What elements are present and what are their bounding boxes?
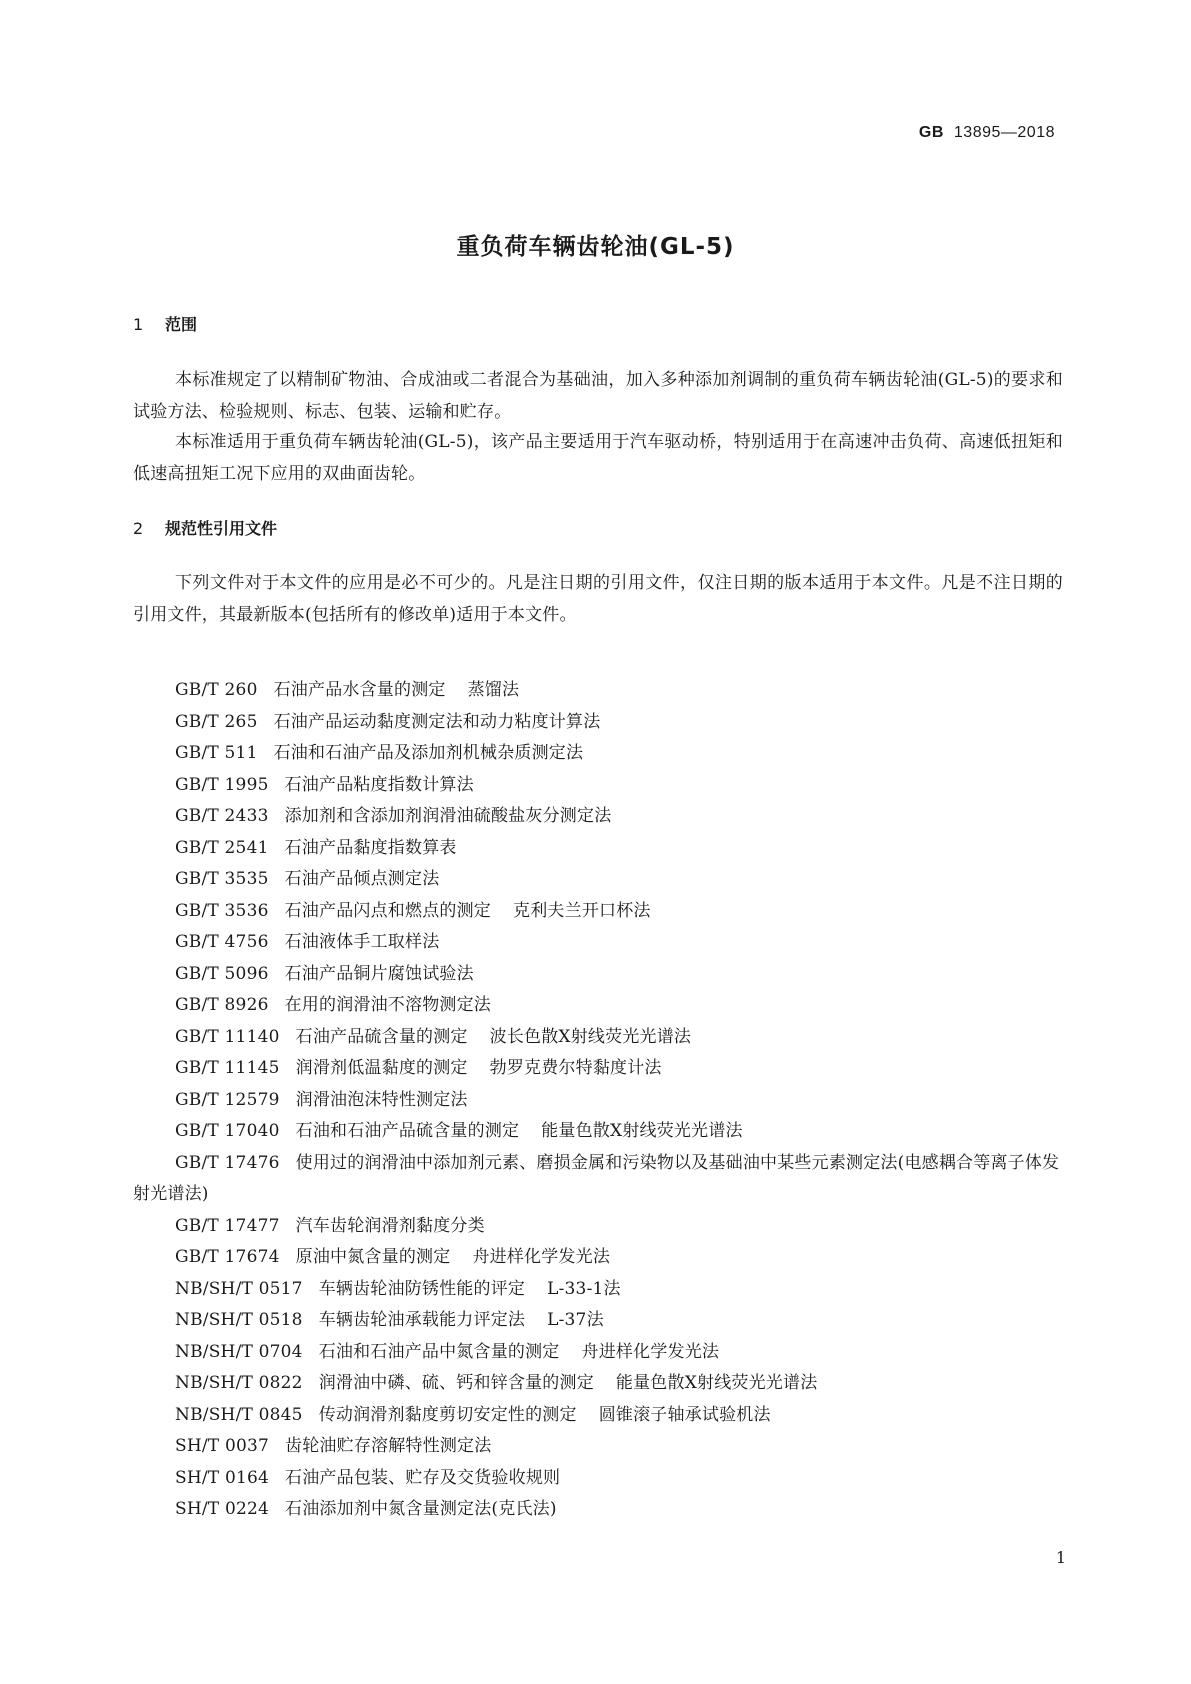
reference-code: NB/SH/T 0822 xyxy=(175,1373,303,1393)
reference-subtitle: 能量色散X射线荧光光谱法 xyxy=(615,1373,818,1393)
reference-title: 原油中氮含量的测定 xyxy=(295,1247,451,1267)
reference-subtitle: L-37法 xyxy=(547,1310,604,1330)
reference-item xyxy=(133,1211,1063,1243)
reference-subtitle: 蒸馏法 xyxy=(467,680,520,700)
reference-subtitle: 克利夫兰开口杯法 xyxy=(513,900,651,921)
reference-item xyxy=(133,1053,1063,1085)
reference-item xyxy=(133,1494,1063,1526)
document-title: 重负荷车辆齿轮油(GL-5) xyxy=(456,234,735,260)
reference-code: SH/T 0037 xyxy=(175,1436,270,1456)
reference-code: SH/T 0164 xyxy=(175,1467,270,1488)
reference-item xyxy=(133,1368,1063,1400)
reference-code: GB/T 511 xyxy=(175,743,258,763)
section-1-heading xyxy=(133,312,197,335)
reference-item xyxy=(133,1085,1063,1117)
standard-number: 13895—2018 xyxy=(953,124,1055,141)
reference-title: 石油产品黏度指数算表 xyxy=(284,837,457,858)
reference-title: 石油产品硫含量的测定 xyxy=(295,1026,468,1047)
reference-item xyxy=(133,1022,1063,1054)
reference-item xyxy=(133,801,1063,833)
section-2-heading xyxy=(133,516,277,539)
reference-code: GB/T 17476 xyxy=(175,1152,280,1173)
reference-item xyxy=(133,1148,1063,1211)
section-title: 规范性引用文件 xyxy=(165,519,278,538)
reference-code: SH/T 0224 xyxy=(175,1499,270,1519)
reference-title: 添加剂和含添加剂润滑油硫酸盐灰分测定法 xyxy=(284,806,612,826)
reference-code: GB/T 3535 xyxy=(175,869,269,889)
reference-code: NB/SH/T 0517 xyxy=(175,1278,303,1299)
section-title: 范围 xyxy=(165,315,198,334)
reference-title: 石油产品水含量的测定 xyxy=(273,680,446,700)
reference-subtitle: 圆锥滚子轴承试验机法 xyxy=(598,1404,771,1425)
reference-item xyxy=(133,927,1063,959)
reference-title: 使用过的润滑油中添加剂元素、磨损金属和污染物以及基础油中某些元素测定法(电感耦合等离子体发射光谱法) xyxy=(133,1152,1060,1204)
reference-subtitle: 舟进样化学发光法 xyxy=(581,1341,720,1362)
reference-title: 车辆齿轮油承载能力评定法 xyxy=(318,1310,526,1330)
reference-title: 润滑油泡沫特性测定法 xyxy=(295,1089,468,1110)
reference-subtitle: 勃罗克费尔特黏度计法 xyxy=(489,1058,662,1078)
reference-subtitle: 波长色散X射线荧光光谱法 xyxy=(489,1026,692,1047)
reference-code: GB/T 265 xyxy=(175,711,258,732)
reference-item xyxy=(133,1337,1063,1369)
reference-item xyxy=(133,959,1063,991)
reference-title: 石油和石油产品中氮含量的测定 xyxy=(318,1341,560,1362)
references-intro: 下列文件对于本文件的应用是必不可少的。凡是注日期的引用文件，仅注日期的版本适用于本文件。凡是不注日期的引用文件，其最新版本(包括所有的修改单)适用于本文件。 xyxy=(133,573,1063,625)
reference-item xyxy=(133,738,1063,770)
reference-code: GB/T 11140 xyxy=(175,1026,280,1047)
reference-title: 石油产品铜片腐蚀试验法 xyxy=(284,963,474,984)
reference-title: 汽车齿轮润滑剂黏度分类 xyxy=(295,1215,485,1236)
reference-code: GB/T 5096 xyxy=(175,963,269,984)
reference-code: GB/T 3536 xyxy=(175,900,269,921)
reference-title: 石油产品粘度指数计算法 xyxy=(284,774,474,795)
reference-item xyxy=(133,1431,1063,1463)
reference-item xyxy=(133,707,1063,739)
reference-title: 石油和石油产品硫含量的测定 xyxy=(295,1121,520,1141)
reference-code: GB/T 17040 xyxy=(175,1121,280,1141)
reference-item xyxy=(133,675,1063,707)
reference-item xyxy=(133,833,1063,865)
reference-item xyxy=(133,1274,1063,1306)
reference-item xyxy=(133,864,1063,896)
reference-code: GB/T 11145 xyxy=(175,1058,280,1078)
reference-code: GB/T 2433 xyxy=(175,806,269,826)
scope-paragraph-1: 本标准规定了以精制矿物油、合成油或二者混合为基础油，加入多种添加剂调制的重负荷车辆齿轮油(GL-5)的要求和试验方法、检验规则、标志、包装、运输和贮存。 xyxy=(133,370,1063,422)
reference-title: 润滑剂低温黏度的测定 xyxy=(295,1058,468,1078)
reference-title: 石油添加剂中氮含量测定法(克氏法) xyxy=(285,1499,557,1519)
reference-code: GB/T 12579 xyxy=(175,1089,280,1110)
reference-title: 石油液体手工取样法 xyxy=(284,932,440,952)
reference-item xyxy=(133,1305,1063,1337)
reference-title: 传动润滑剂黏度剪切安定性的测定 xyxy=(318,1404,577,1425)
standard-code xyxy=(919,124,1055,142)
reference-title: 石油产品倾点测定法 xyxy=(284,869,440,889)
reference-code: GB/T 8926 xyxy=(175,995,269,1015)
reference-code: GB/T 17674 xyxy=(175,1247,280,1267)
reference-title: 石油产品闪点和燃点的测定 xyxy=(284,900,492,921)
reference-code: NB/SH/T 0845 xyxy=(175,1404,303,1425)
reference-title: 石油产品包装、贮存及交货验收规则 xyxy=(285,1467,561,1488)
reference-code: GB/T 4756 xyxy=(175,932,269,952)
reference-subtitle: 能量色散X射线荧光光谱法 xyxy=(541,1121,743,1141)
reference-title: 润滑油中磷、硫、钙和锌含量的测定 xyxy=(318,1373,594,1393)
reference-item xyxy=(133,896,1063,928)
reference-list xyxy=(133,675,1063,1526)
reference-title: 在用的润滑油不溶物测定法 xyxy=(284,995,492,1015)
reference-code: NB/SH/T 0704 xyxy=(175,1341,303,1362)
reference-subtitle: 舟进样化学发光法 xyxy=(472,1247,611,1267)
section-number: 2 xyxy=(133,519,144,538)
section-number: 1 xyxy=(133,315,144,334)
reference-item xyxy=(133,1242,1063,1274)
reference-title: 石油和石油产品及添加剂机械杂质测定法 xyxy=(273,743,584,763)
reference-code: NB/SH/T 0518 xyxy=(175,1310,303,1330)
reference-item xyxy=(133,1463,1063,1495)
reference-item xyxy=(133,1116,1063,1148)
reference-code: GB/T 2541 xyxy=(175,837,269,858)
reference-title: 石油产品运动黏度测定法和动力粘度计算法 xyxy=(273,711,601,732)
reference-title: 车辆齿轮油防锈性能的评定 xyxy=(318,1278,526,1299)
reference-item xyxy=(133,1400,1063,1432)
reference-code: GB/T 1995 xyxy=(175,774,269,795)
page-number: 1 xyxy=(1055,1548,1066,1567)
reference-subtitle: L-33-1法 xyxy=(547,1278,621,1299)
scope-paragraph-2: 本标准适用于重负荷车辆齿轮油(GL-5)，该产品主要适用于汽车驱动桥，特别适用于在高速冲击负荷、高速低扭矩和低速高扭矩工况下应用的双曲面齿轮。 xyxy=(133,432,1063,484)
reference-item xyxy=(133,990,1063,1022)
reference-title: 齿轮油贮存溶解特性测定法 xyxy=(285,1436,492,1456)
reference-item xyxy=(133,770,1063,802)
reference-code: GB/T 260 xyxy=(175,680,258,700)
standard-prefix: GB xyxy=(918,124,944,141)
reference-code: GB/T 17477 xyxy=(175,1215,280,1236)
